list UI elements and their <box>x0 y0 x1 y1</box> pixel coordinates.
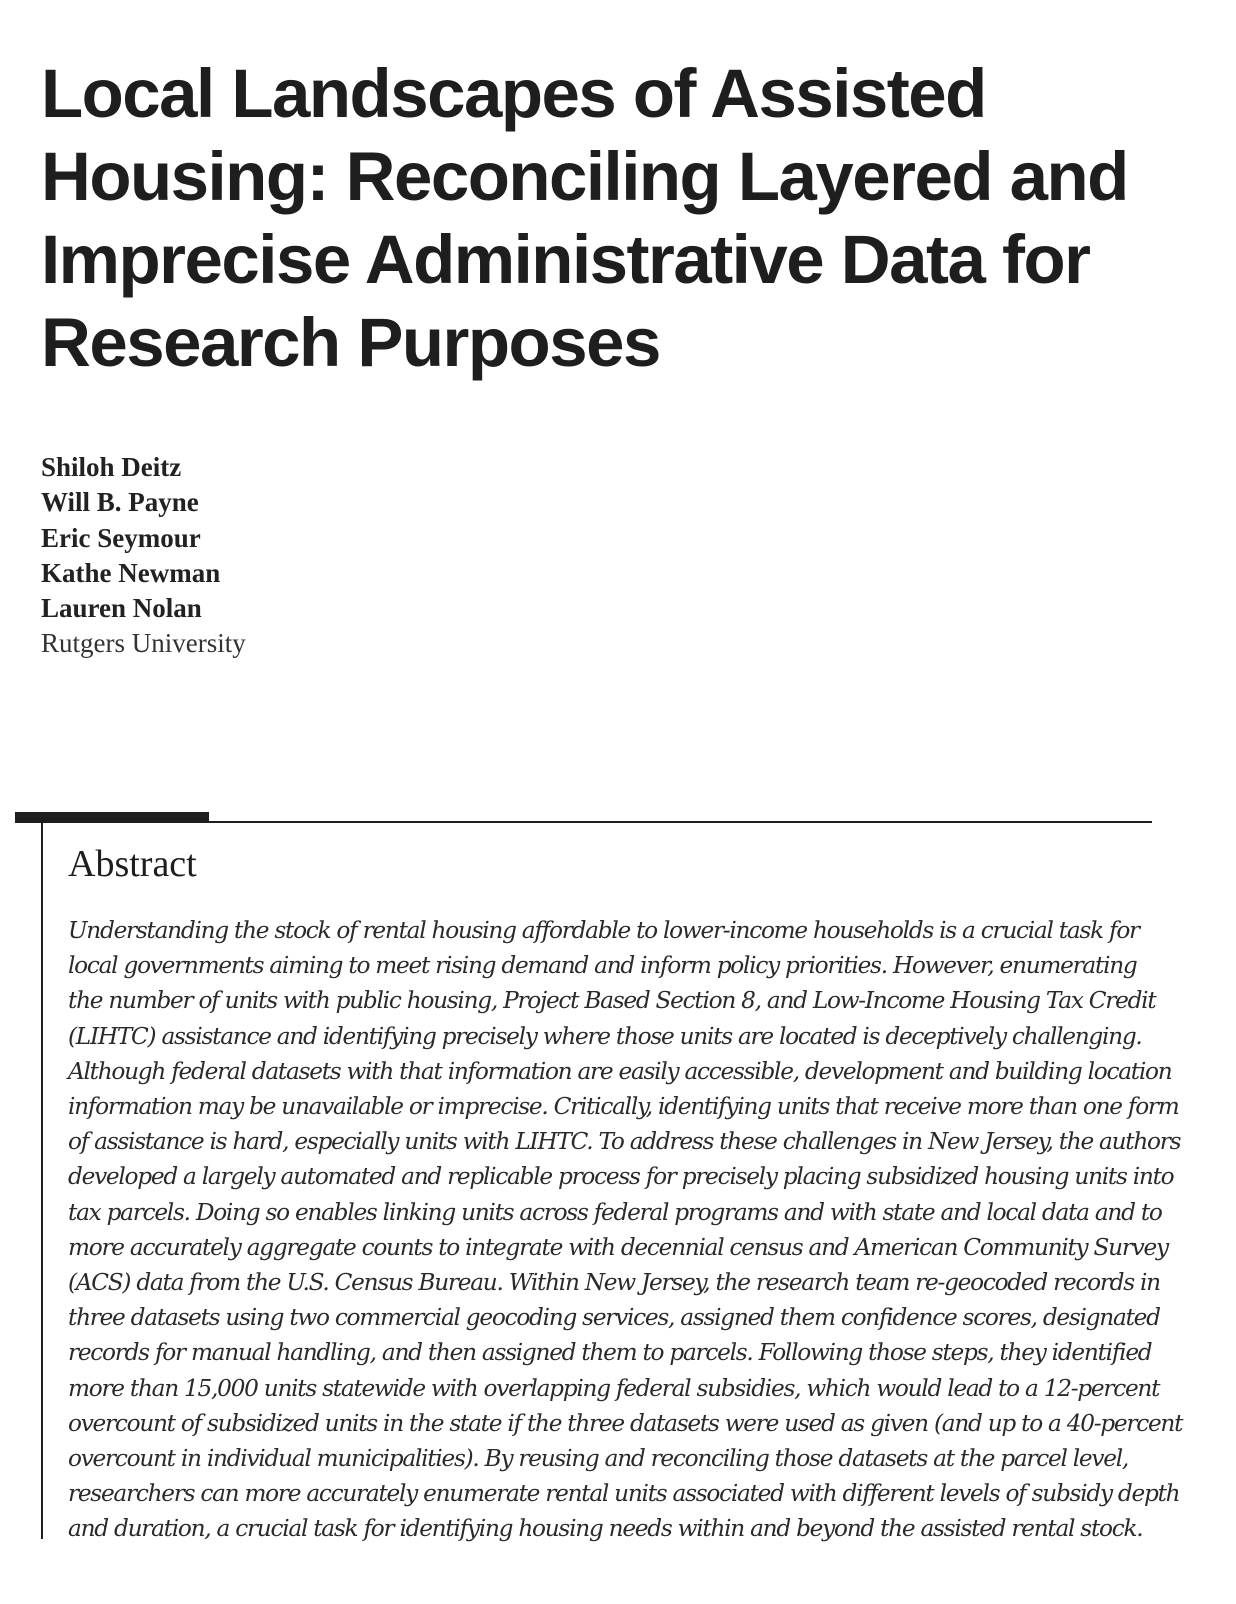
abstract-line: (ACS) data from the U.S. Census Bureau. Within New Jersey, the research team re-geocoded records in <box>68 1269 1160 1297</box>
abstract-line: researchers can more accurately enumerate rental units associated with different levels of subsidy depth <box>68 1480 1180 1508</box>
title-line: Housing: Reconciling Layered and <box>41 138 1128 215</box>
author-name: Eric Seymour <box>41 522 201 553</box>
abstract-line: Understanding the stock of rental housing affordable to lower-income households is a crucial task for <box>68 917 1139 944</box>
abstract-heading: Abstract <box>68 843 197 885</box>
abstract-line: three datasets using two commercial geocoding services, assigned them confidence scores, designated <box>68 1304 1160 1332</box>
abstract-line: local governments aiming to meet rising demand and inform policy priorities. However, enumerating <box>68 952 1137 980</box>
author-name: Will B. Payne <box>41 487 199 518</box>
author-block <box>41 450 246 662</box>
title-line: Imprecise Administrative Data for <box>41 221 1090 298</box>
affiliation: Rutgers University <box>41 628 246 659</box>
abstract-line: records for manual handling, and then assigned them to parcels. Following those steps, they identified <box>68 1339 1152 1367</box>
title-line: Research Purposes <box>41 304 660 381</box>
abstract-line: the number of units with public housing, Project Based Section 8, and Low-Income Housing Tax Credit <box>68 987 1156 1015</box>
abstract-line: information may be unavailable or imprecise. Critically, identifying units that receive more than one form <box>68 1093 1179 1121</box>
article-title <box>41 52 1191 384</box>
abstract-line: more accurately aggregate counts to integrate with decennial census and American Community Survey <box>68 1233 1168 1261</box>
abstract-line: overcount in individual municipalities). By reusing and reconciling those datasets at the parcel level, <box>68 1445 1128 1473</box>
abstract-line: of assistance is hard, especially units with LIHTC. To address these challenges in New Jersey, the authors <box>68 1128 1181 1156</box>
title-line: Local Landscapes of Assisted <box>41 55 986 132</box>
abstract-rule-top <box>15 821 1152 823</box>
author-name: Kathe Newman <box>41 557 221 588</box>
abstract-line: overcount of subsidized units in the state if the three datasets were used as given (and up to a 40-percent <box>68 1409 1183 1437</box>
abstract-line: and duration, a crucial task for identifying housing needs within and beyond the assisted rental stock. <box>68 1515 1143 1543</box>
abstract-line: (LIHTC) assistance and identifying precisely where those units are located is deceptively challenging. <box>68 1022 1142 1050</box>
author-name: Lauren Nolan <box>41 593 202 624</box>
abstract-line: tax parcels. Doing so enables linking units across federal programs and with state and local data and to <box>68 1198 1162 1226</box>
abstract-line: developed a largely automated and replicable process for precisely placing subsidized housing units into <box>68 1163 1174 1191</box>
author-name: Shiloh Deitz <box>41 452 182 482</box>
abstract-rule-left <box>41 821 43 1539</box>
abstract-text <box>68 913 1183 1547</box>
abstract-rule-accent <box>15 812 209 821</box>
abstract-line: more than 15,000 units statewide with overlapping federal subsidies, which would lead to a 12-percent <box>68 1374 1160 1402</box>
abstract-line: Although federal datasets with that information are easily accessible, development and building location <box>68 1057 1172 1085</box>
